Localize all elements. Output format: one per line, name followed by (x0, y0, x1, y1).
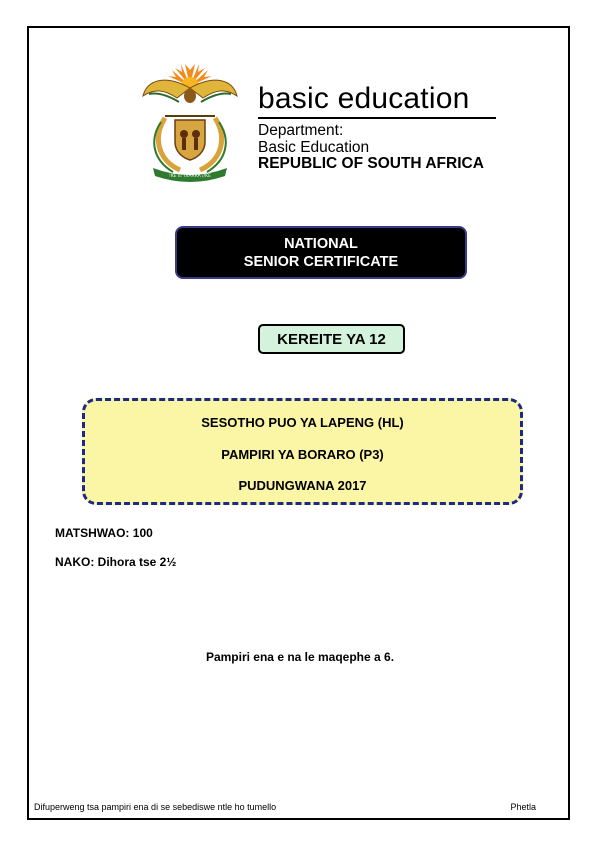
grade-badge (258, 324, 405, 354)
grade-label: KEREITE YA 12 (277, 330, 386, 348)
exam-session: PUDUNGWANA 2017 (238, 478, 367, 493)
certificate-banner (177, 228, 465, 277)
certificate-line-1: NATIONAL (284, 235, 358, 252)
copyright-note: Difuperweng tsa pampiri ena di se sebediswe ntle ho tumello (34, 802, 277, 812)
marks-label: MATSHWAO: 100 (55, 526, 153, 540)
certificate-line-2: SENIOR CERTIFICATE (243, 253, 399, 270)
brand-title: basic education (258, 82, 470, 115)
page-count-note: Pampiri ena e na le maqephe a 6. (205, 650, 395, 664)
coat-of-arms-logo (135, 56, 245, 186)
subject-title: SESOTHO PUO YA LAPENG (HL) (201, 415, 404, 430)
department-label: Department: (258, 122, 344, 139)
department-name: Basic Education (258, 139, 370, 156)
paper-title: PAMPIRI YA BORARO (P3) (221, 447, 384, 462)
svg-text:!KE E: /XARRA //KE: !KE E: /XARRA //KE (169, 174, 211, 179)
brand-underline (258, 117, 496, 119)
country-name: REPUBLIC OF SOUTH AFRICA (258, 155, 484, 172)
turn-over-label: Phetla (510, 802, 536, 812)
subject-panel (82, 398, 523, 505)
time-label: NAKO: Dihora tse 2½ (55, 555, 177, 569)
